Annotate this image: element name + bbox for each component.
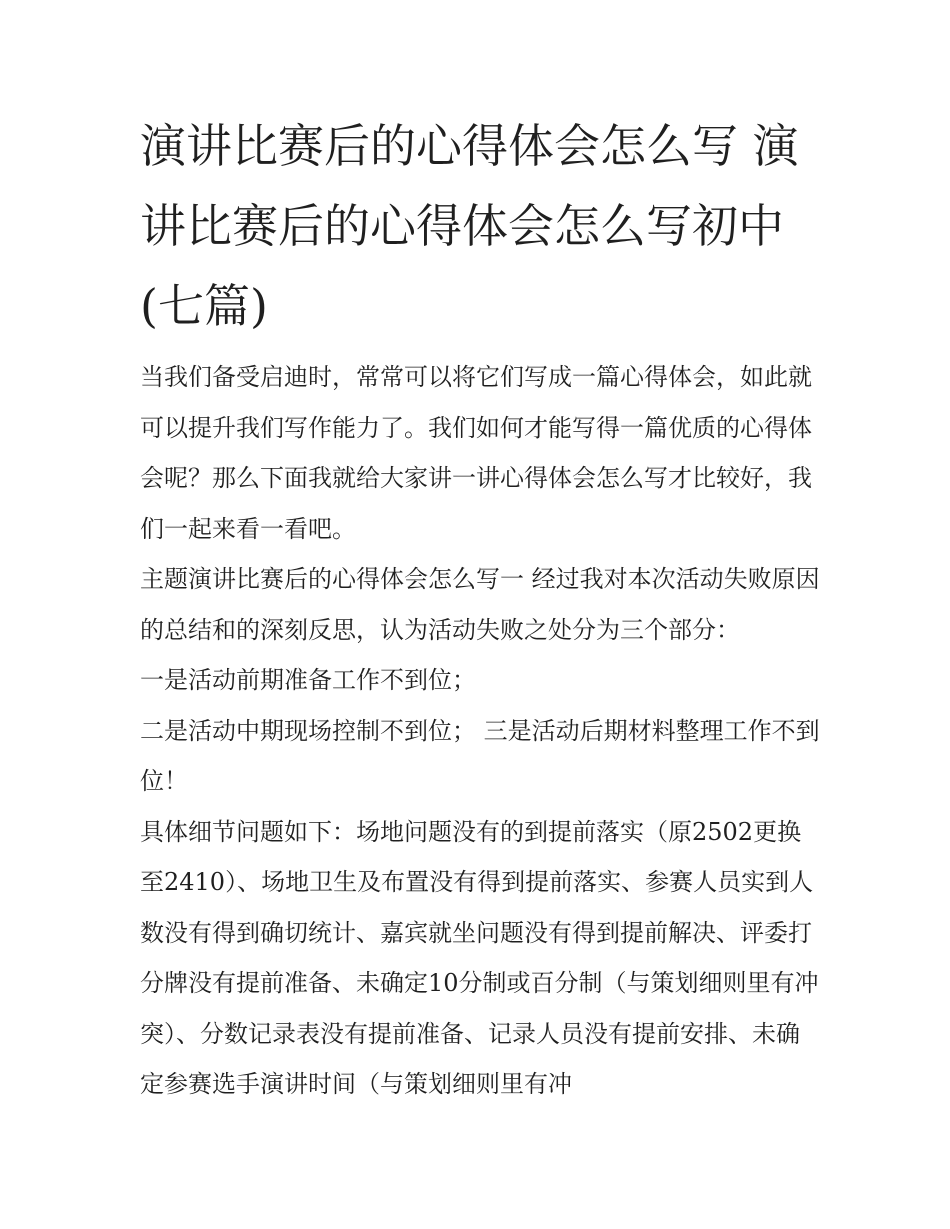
document-body xyxy=(140,352,820,1110)
intro-paragraph: 当我们备受启迪时，常常可以将它们写成一篇心得体会，如此就可以提升我们写作能力了。我们如何才能写得一篇优质的心得体会呢？那么下面我就给大家讲一讲心得体会怎么写才比较好，我们一起来看一看吧。 xyxy=(140,363,812,543)
point-two-three-paragraph: 二是活动中期现场控制不到位； 三是活动后期材料整理工作不到位！ xyxy=(140,716,820,795)
document-title: 演讲比赛后的心得体会怎么写 演讲比赛后的心得体会怎么写初中(七篇) xyxy=(140,119,799,333)
theme-paragraph: 主题演讲比赛后的心得体会怎么写一 经过我对本次活动失败原因的总结和的深刻反思，认为活动失败之处分为三个部分： xyxy=(140,565,820,644)
point-one-paragraph: 一是活动前期准备工作不到位； xyxy=(140,666,476,694)
details-paragraph: 具体细节问题如下：场地问题没有的到提前落实（原2502更换至2410）、场地卫生及布置没有得到提前落实、参赛人员实到人数没有得到确切统计、嘉宾就坐问题没有得到提前解决、评委打分牌没有提前准备、未确定10分制或百分制（与策划细则里有冲突）、分数记录表没有提前准备、记录人员没有提前安排、未确定参赛选手演讲时间（与策划细则里有冲 xyxy=(140,817,819,1098)
